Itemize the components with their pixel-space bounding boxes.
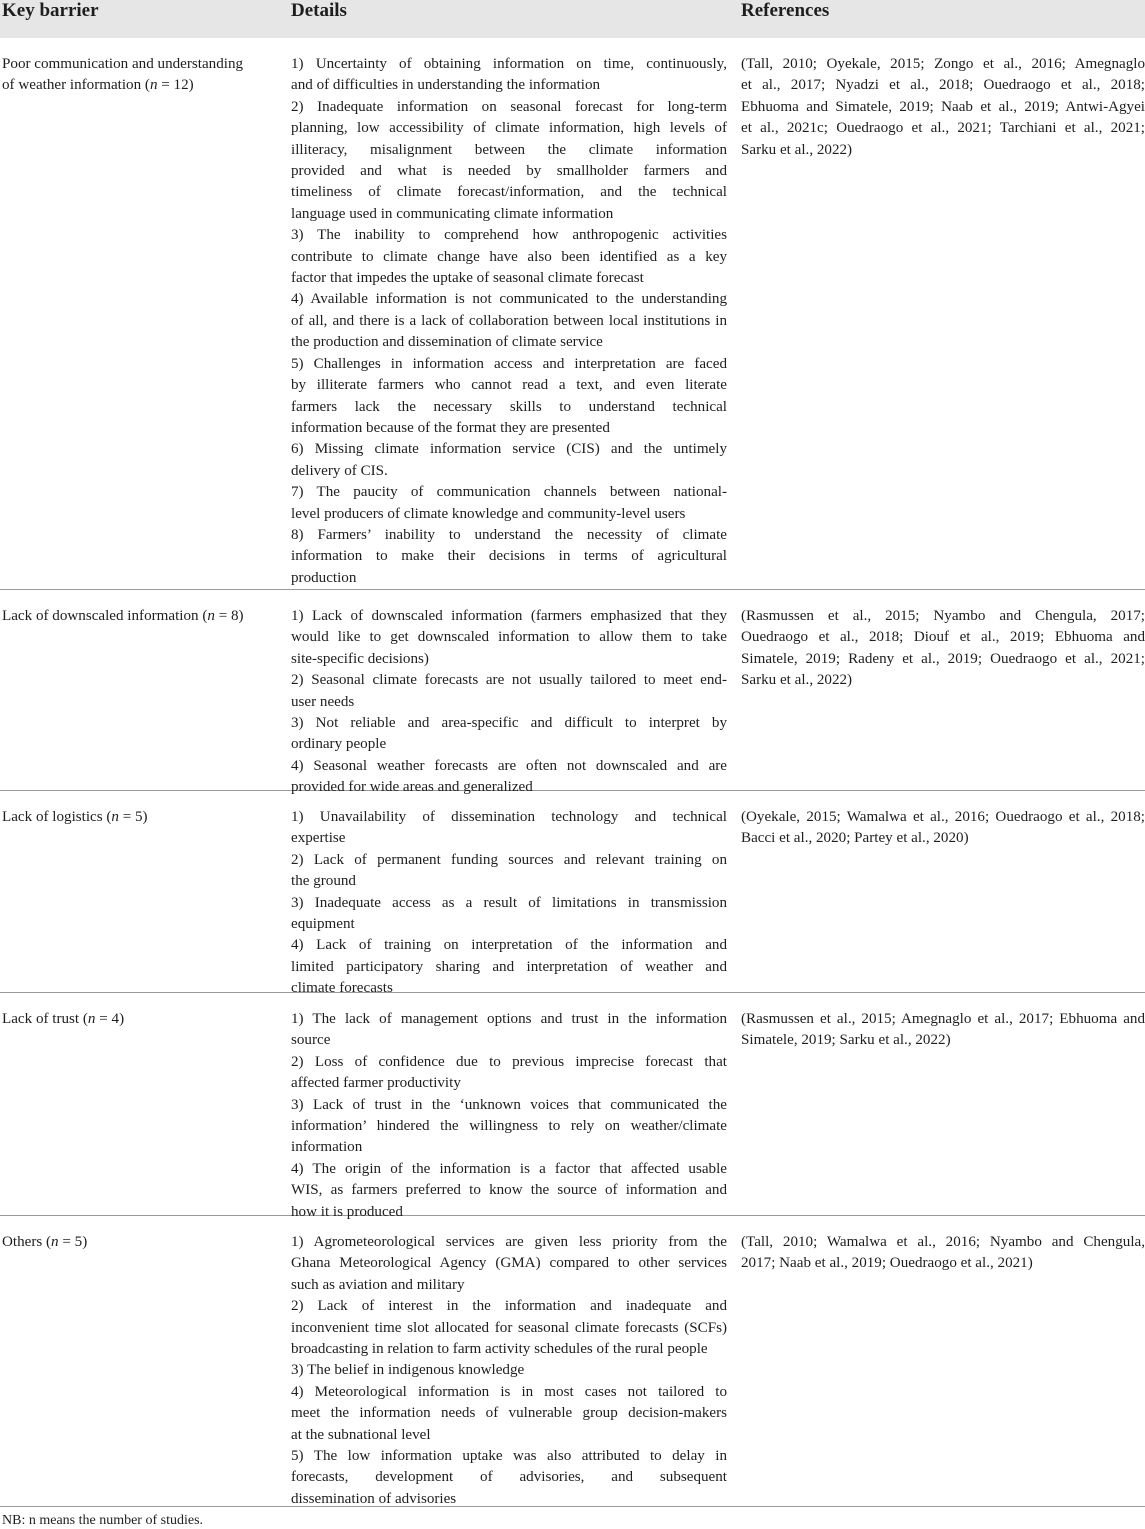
details-line: 1) Lack of downscaled information (farmers emphasized that they — [291, 608, 727, 624]
details-line: 7) The paucity of communication channels between national- — [291, 484, 727, 501]
details-line: language used in communicating climate information — [291, 205, 614, 222]
details-line: 2) Lack of permanent funding sources and relevant training on — [291, 851, 727, 868]
details-cell — [291, 54, 727, 589]
details-line: timeliness of climate forecast/information, and the technical — [291, 184, 727, 201]
references-cell — [741, 54, 1145, 161]
table-row — [0, 791, 1145, 997]
details-line: 8) Farmers’ inability to understand the necessity of climate — [291, 526, 727, 543]
details-line: climate forecasts — [291, 980, 393, 997]
details-line: information — [291, 1139, 363, 1156]
references-cell — [741, 807, 1145, 850]
details-line: limited participatory sharing and interpretation of weather and — [291, 958, 727, 975]
details-line: 3) Lack of trust in the ‘unknown voices that communicated the — [291, 1096, 727, 1113]
details-cell — [291, 807, 727, 1000]
details-line: farmers lack the necessary skills to understand technical — [291, 398, 727, 415]
details-line: 3) Not reliable and area-specific and difficult to interpret by — [291, 715, 727, 732]
details-line: broadcasting in relation to farm activity schedules of the rural people — [291, 1341, 708, 1358]
details-line: expertise — [291, 830, 346, 847]
details-line: illiteracy, misalignment between the climate information — [291, 141, 727, 158]
details-line: information to make their decisions in terms of agricultural — [291, 548, 727, 565]
table-row — [0, 590, 1145, 796]
table-row — [0, 993, 1145, 1220]
references-line: Simatele, 2019; Sarku et al., 2022) — [741, 1032, 951, 1049]
key-barrier-cell — [2, 807, 277, 828]
references-line: (Tall, 2010; Wamalwa et al., 2016; Nyambo and Chengula, — [741, 1234, 1145, 1250]
details-line: user needs — [291, 693, 355, 710]
details-line: affected farmer productivity — [291, 1075, 461, 1092]
details-cell — [291, 1009, 727, 1223]
references-line: 2017; Naab et al., 2019; Ouedraogo et al., 2021) — [741, 1255, 1033, 1272]
references-cell — [741, 1232, 1145, 1275]
details-line: equipment — [291, 916, 355, 933]
key-barrier-line: Lack of trust (n = 4) — [2, 1011, 125, 1027]
details-line: 3) The belief in indigenous knowledge — [291, 1362, 525, 1379]
details-line: delivery of CIS. — [291, 462, 388, 479]
details-line: WIS, as farmers preferred to know the source of information and — [291, 1182, 727, 1199]
table-footnote: NB: n means the number of studies. — [2, 1513, 204, 1528]
references-line: Ebhuoma and Simatele, 2019; Naab et al., 2019; Antwi-Agyei — [741, 98, 1145, 115]
details-line: planning, low accessibility of climate information, high levels of — [291, 120, 727, 137]
references-cell — [741, 1009, 1145, 1052]
references-line: (Oyekale, 2015; Wamalwa et al., 2016; Ouedraogo et al., 2018; — [741, 809, 1145, 825]
references-line: et al., 2017; Nyadzi et al., 2018; Ouedraogo et al., 2018; — [741, 77, 1145, 94]
details-line: contribute to climate change have also been identified as a key — [291, 248, 727, 265]
details-line: 2) Seasonal climate forecasts are not usually tailored to meet end- — [291, 672, 727, 689]
references-line: Sarku et al., 2022) — [741, 141, 853, 158]
details-line: and of difficulties in understanding the information — [291, 77, 601, 94]
details-line: 5) The low information uptake was also attributed to delay in — [291, 1448, 727, 1465]
details-line: 4) Meteorological information is in most cases not tailored to — [291, 1383, 727, 1400]
references-line: Sarku et al., 2022) — [741, 672, 853, 689]
details-line: 4) Seasonal weather forecasts are often not downscaled and are — [291, 757, 727, 774]
details-line: information’ hindered the willingness to rely on weather/climate — [291, 1118, 727, 1135]
key-barrier-cell — [2, 1009, 277, 1030]
header-details: Details — [291, 0, 347, 21]
key-barrier-line: of weather information (n = 12) — [2, 77, 194, 94]
details-line: at the subnational level — [291, 1426, 431, 1443]
details-line: 3) Inadequate access as a result of limitations in transmission — [291, 894, 727, 911]
details-line: 4) Available information is not communicated to the understanding — [291, 291, 727, 308]
details-line: of all, and there is a lack of collaboration between local institutions in — [291, 312, 727, 329]
details-line: 6) Missing climate information service (CIS) and the untimely — [291, 441, 727, 458]
details-line: ordinary people — [291, 736, 387, 753]
header-references: References — [741, 0, 830, 21]
table-header — [0, 0, 1145, 38]
details-line: level producers of climate knowledge and community-level users — [291, 505, 686, 522]
details-line: the ground — [291, 873, 356, 890]
details-line: how it is produced — [291, 1203, 403, 1220]
details-line: 1) Unavailability of dissemination technology and technical — [291, 809, 727, 825]
references-line: (Tall, 2010; Oyekale, 2015; Zongo et al., 2016; Amegnaglo — [741, 56, 1145, 72]
key-barrier-line: Others (n = 5) — [2, 1234, 88, 1250]
details-line: 2) Inadequate information on seasonal forecast for long-term — [291, 98, 727, 115]
key-barrier-line: Lack of downscaled information (n = 8) — [2, 608, 244, 624]
references-line: Bacci et al., 2020; Partey et al., 2020) — [741, 830, 969, 847]
header-key-barrier: Key barrier — [2, 0, 99, 21]
details-line: Ghana Meteorological Agency (GMA) compared to other services — [291, 1255, 727, 1272]
details-line: dissemination of advisories — [291, 1490, 457, 1507]
key-barrier-cell — [2, 54, 277, 97]
details-line: site-specific decisions) — [291, 650, 429, 667]
table-row — [0, 38, 1145, 590]
key-barrier-line: Lack of logistics (n = 5) — [2, 809, 148, 825]
key-barrier-cell — [2, 1232, 277, 1253]
details-cell — [291, 1232, 727, 1510]
details-line: inconvenient time slot allocated for seasonal climate forecasts (SCFs) — [291, 1319, 727, 1336]
details-line: information because of the format they are presented — [291, 419, 610, 436]
references-line: (Rasmussen et al., 2015; Nyambo and Chengula, 2017; — [741, 608, 1145, 624]
references-line: (Rasmussen et al., 2015; Amegnaglo et al., 2017; Ebhuoma and — [741, 1011, 1145, 1027]
table-row — [0, 1216, 1145, 1507]
details-line: 4) The origin of the information is a factor that affected usable — [291, 1160, 727, 1177]
details-line: 4) Lack of training on interpretation of the information and — [291, 937, 727, 954]
details-line: source — [291, 1032, 331, 1049]
details-line: forecasts, development of advisories, and subsequent — [291, 1469, 727, 1486]
details-line: factor that impedes the uptake of seasonal climate forecast — [291, 270, 644, 287]
references-line: et al., 2021c; Ouedraogo et al., 2021; Tarchiani et al., 2021; — [741, 120, 1145, 137]
details-line: 1) The lack of management options and trust in the information — [291, 1011, 727, 1027]
details-line: such as aviation and military — [291, 1276, 465, 1293]
key-barrier-cell — [2, 606, 277, 627]
details-line: would like to get downscaled information to allow them to take — [291, 629, 727, 646]
key-barrier-line: Poor communication and understanding — [2, 56, 244, 72]
details-line: 1) Uncertainty of obtaining information on time, continuously, — [291, 56, 727, 72]
details-line: the production and dissemination of climate service — [291, 334, 603, 351]
details-line: 3) The inability to comprehend how anthropogenic activities — [291, 227, 727, 244]
details-line: by illiterate farmers who cannot read a text, and even literate — [291, 377, 727, 394]
references-line: Simatele, 2019; Radeny et al., 2019; Ouedraogo et al., 2021; — [741, 650, 1145, 667]
details-line: production — [291, 569, 357, 586]
references-line: Ouedraogo et al., 2018; Diouf et al., 2019; Ebhuoma and — [741, 629, 1145, 646]
details-cell — [291, 606, 727, 799]
references-cell — [741, 606, 1145, 692]
details-line: 2) Lack of interest in the information and inadequate and — [291, 1298, 727, 1315]
details-line: provided and what is needed by smallholder farmers and — [291, 163, 727, 180]
details-line: provided for wide areas and generalized — [291, 779, 533, 796]
details-line: meet the information needs of vulnerable group decision-makers — [291, 1405, 727, 1422]
details-line: 1) Agrometeorological services are given less priority from the — [291, 1234, 727, 1250]
details-line: 2) Loss of confidence due to previous imprecise forecast that — [291, 1053, 727, 1070]
details-line: 5) Challenges in information access and interpretation are faced — [291, 355, 727, 372]
